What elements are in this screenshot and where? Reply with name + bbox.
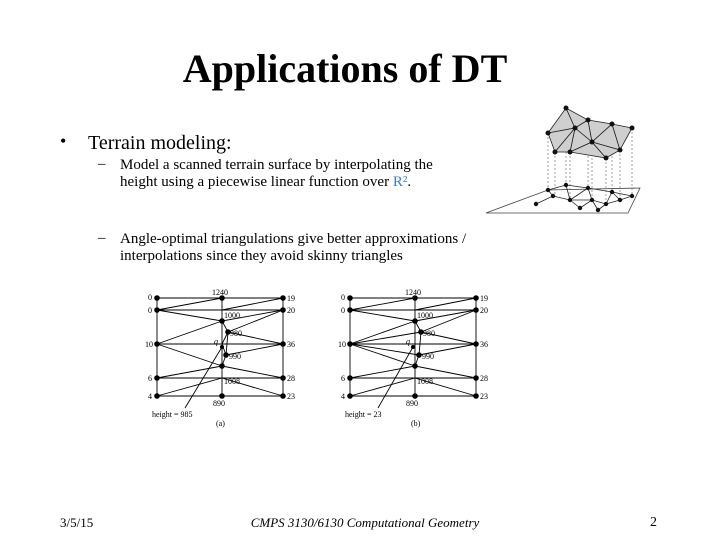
bottom-label: 890 [213, 399, 225, 408]
left-label: 0 [341, 306, 345, 315]
left-label: 10 [145, 340, 153, 349]
q-label: q [214, 337, 218, 346]
top-label: 1240 [405, 288, 421, 297]
left-label: 0 [341, 293, 345, 302]
q-label: q [406, 337, 410, 346]
right-label: 20 [287, 306, 295, 315]
left-label: 4 [148, 392, 152, 401]
inner-label: 980 [230, 329, 242, 338]
sub2-line1: Angle-optimal triangulations give better approximations / [120, 231, 467, 247]
right-label: 23 [287, 392, 295, 401]
footer-date: 3/5/15 [60, 515, 94, 530]
right-label: 28 [480, 374, 488, 383]
inner-label: 1000 [224, 311, 240, 320]
caption-b: (b) [411, 419, 421, 428]
right-label: 36 [480, 340, 488, 349]
slide-title: Applications of DT [182, 46, 508, 91]
right-label: 28 [287, 374, 295, 383]
inner-label: 980 [423, 329, 435, 338]
sub-bullet-dash: – [98, 156, 106, 172]
footer-course: CMPS 3130/6130 Computational Geometry [250, 515, 480, 530]
page-number: 2 [650, 515, 657, 530]
right-label: 19 [287, 294, 295, 303]
top-label: 1240 [212, 288, 228, 297]
inner-label: 1000 [417, 311, 433, 320]
inner-label: 990 [229, 352, 241, 361]
right-label: 36 [287, 340, 295, 349]
left-label: 0 [148, 306, 152, 315]
inner-label: 1008 [417, 377, 433, 386]
sub1-line1: Model a scanned terrain surface by interpolating the [120, 157, 433, 173]
right-label: 19 [480, 294, 488, 303]
r2-symbol: R² [392, 174, 408, 190]
left-label: 10 [338, 340, 346, 349]
inner-label: 1008 [224, 377, 240, 386]
bullet-marker: • [60, 131, 67, 151]
right-label: 20 [480, 306, 488, 315]
bottom-label: 890 [406, 399, 418, 408]
sub-bullet-dash: – [98, 230, 106, 246]
sub1-period: . [407, 174, 412, 190]
height-label: height = 23 [345, 410, 382, 419]
left-label: 6 [341, 374, 345, 383]
left-label: 4 [341, 392, 345, 401]
sub2-line2: interpolations since they avoid skinny triangles [120, 248, 403, 264]
left-label: 0 [148, 293, 152, 302]
inner-label: 990 [422, 352, 434, 361]
caption-a: (a) [216, 419, 225, 428]
left-label: 6 [148, 374, 152, 383]
right-label: 23 [480, 392, 488, 401]
sub1-line2: height using a piecewise linear function over [120, 174, 393, 190]
height-label: height = 985 [152, 410, 193, 419]
bullet-terrain-modeling: Terrain modeling: [88, 132, 232, 154]
